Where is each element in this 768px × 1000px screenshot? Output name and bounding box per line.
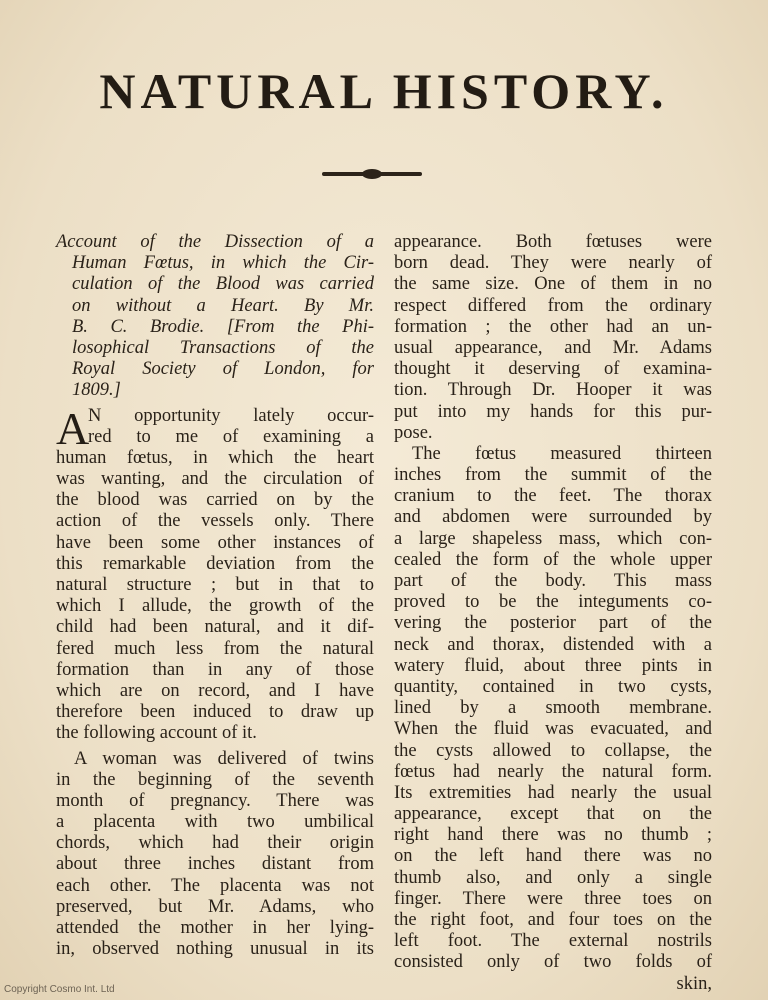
text-line: neck and thorax, distended with a — [394, 634, 712, 655]
text-line: B. C. Brodie. [From the Phi- — [72, 316, 374, 337]
text-line: Its extremities had nearly the usual — [394, 782, 712, 803]
text-line: action of the vessels only. There — [56, 511, 374, 532]
text-line: preserved, but Mr. Adams, who — [56, 896, 374, 917]
text-line: fœtus had nearly the natural form. — [394, 761, 712, 782]
text-line: and abdomen were surrounded by — [394, 507, 712, 528]
text-line: born dead. They were nearly of — [394, 253, 712, 274]
right-column — [394, 232, 712, 995]
text-line: a placenta with two umbilical — [56, 812, 374, 833]
paragraph-2-continued — [394, 232, 712, 444]
text-line: on without a Heart. By Mr. — [72, 295, 374, 316]
text-line: therefore been induced to draw up — [56, 702, 374, 723]
text-line: part of the body. This mass — [394, 571, 712, 591]
drop-cap: A — [56, 402, 90, 454]
text-line: right hand there was no thumb ; — [394, 825, 712, 846]
text-line: consisted only of two folds of — [394, 952, 712, 973]
text-line: A woman was delivered of twins — [74, 748, 374, 769]
text-line: vering the posterior part of the — [394, 613, 712, 634]
text-line: 1809.] — [72, 380, 121, 401]
text-line: about three inches distant from — [56, 854, 374, 875]
catchword: skin, — [676, 973, 712, 994]
paragraph-1 — [56, 402, 374, 745]
ornamental-rule — [322, 172, 422, 176]
text-line: tion. Through Dr. Hooper it was — [394, 380, 712, 401]
text-line: appearance, except that on the — [394, 804, 712, 825]
copyright-notice: Copyright Cosmo Int. Ltd — [4, 984, 115, 995]
text-line: usual appearance, and Mr. Adams — [394, 337, 712, 358]
text-line: appearance. Both fœtuses were — [394, 232, 712, 252]
text-line: the right foot, and four toes on the — [394, 910, 712, 930]
text-line: chords, which had their origin — [56, 833, 374, 854]
text-line: lined by a smooth membrane. — [394, 698, 712, 719]
left-column — [56, 232, 374, 960]
text-line: red to me of examining a — [88, 426, 374, 447]
text-line: month of pregnancy. There was — [56, 790, 374, 811]
article-title — [56, 232, 374, 402]
text-line: formation than in any of those — [56, 659, 374, 680]
text-line: cealed the form of the whole upper — [394, 549, 712, 570]
text-line: natural structure ; but in that to — [56, 575, 374, 595]
text-line: watery fluid, about three pints in — [394, 655, 712, 676]
text-line: was wanting, and the circulation of — [56, 469, 374, 490]
text-line: The fœtus measured thirteen — [412, 443, 712, 464]
text-line: child had been natural, and it dif- — [56, 617, 374, 638]
text-line: proved to be the integuments co- — [394, 592, 712, 613]
text-line: the same size. One of them in no — [394, 274, 712, 295]
text-line: thought it deserving of examina- — [394, 359, 712, 380]
text-line: pose. — [394, 422, 433, 443]
section-heading: NATURAL HISTORY. — [99, 63, 669, 119]
text-line: respect differed from the ordinary — [394, 295, 712, 316]
text-line: culation of the Blood was carried — [72, 274, 374, 295]
text-line: thumb also, and only a single — [394, 867, 712, 888]
text-line: the cysts allowed to collapse, the — [394, 740, 712, 761]
text-line: a large shapeless mass, which con- — [394, 528, 712, 549]
text-line: in the beginning of the seventh — [56, 769, 374, 790]
text-line: quantity, contained in two cysts, — [394, 676, 712, 697]
text-line: in, observed nothing unusual in its — [56, 939, 374, 960]
paragraph-2 — [56, 749, 374, 961]
text-line: fered much less from the natural — [56, 638, 374, 659]
text-line: have been some other instances of — [56, 532, 374, 553]
text-line: human fœtus, in which the heart — [56, 447, 374, 468]
text-line: on the left hand there was no — [394, 846, 712, 867]
text-line: left foot. The external nostrils — [394, 931, 712, 952]
text-line: attended the mother in her lying- — [56, 918, 374, 938]
text-line: inches from the summit of the — [394, 465, 712, 486]
text-line: which are on record, and I have — [56, 680, 374, 701]
paragraph-3 — [394, 444, 712, 974]
rule-ornament — [362, 169, 382, 179]
text-line: which I allude, the growth of the — [56, 596, 374, 617]
text-line: When the fluid was evacuated, and — [394, 719, 712, 740]
text-line: each other. The placenta was not — [56, 875, 374, 896]
text-line: Human Fœtus, in which the Cir- — [72, 253, 374, 274]
text-line: N opportunity lately occur- — [88, 405, 374, 426]
text-line: formation ; the other had an un- — [394, 316, 712, 337]
text-line: cranium to the feet. The thorax — [394, 486, 712, 507]
text-line: the following account of it. — [56, 723, 257, 744]
text-line: the blood was carried on by the — [56, 490, 374, 511]
text-line: finger. There were three toes on — [394, 888, 712, 909]
text-line: put into my hands for this pur- — [394, 401, 712, 422]
text-line: Royal Society of London, for — [72, 359, 374, 380]
text-line: this remarkable deviation from the — [56, 553, 374, 574]
text-line: losophical Transactions of the — [72, 337, 374, 358]
text-line: Account of the Dissection of a — [56, 232, 374, 252]
